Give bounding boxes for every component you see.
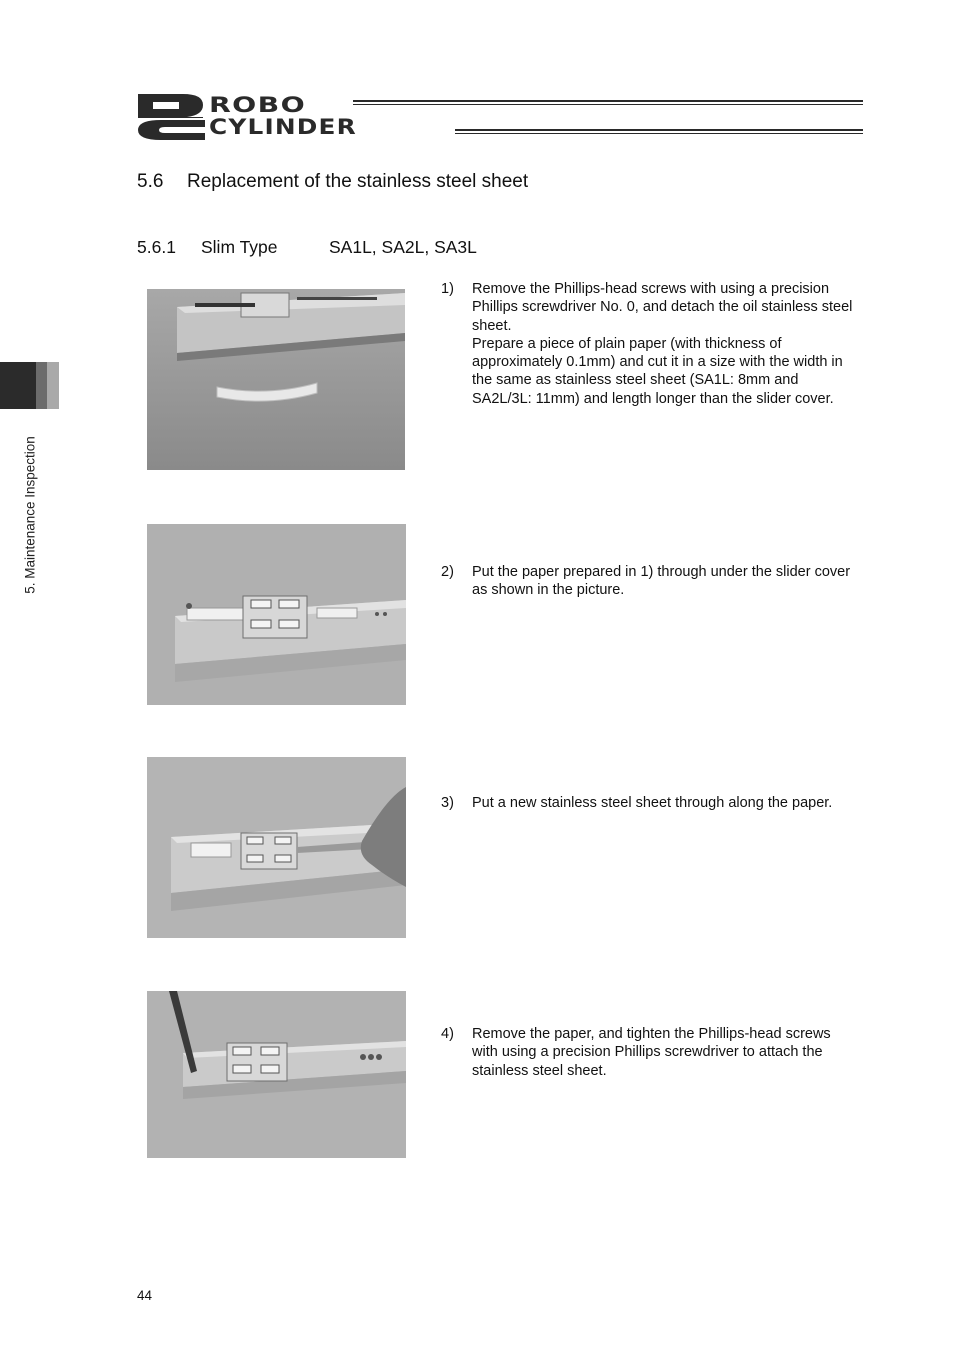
- section-title: Replacement of the stainless steel sheet: [187, 171, 529, 192]
- step-4-paragraph: Remove the paper, and tighten the Phillips-head screws with using a precision Phillips screwdriver to attach the stainless steel sheet.: [472, 1026, 831, 1079]
- step-number: 4): [441, 1026, 454, 1042]
- header-rule-bottom: [455, 129, 863, 131]
- step-4-photo: [147, 991, 406, 1158]
- step-1-paragraph: Prepare a piece of plain paper (with thickness of approximately 0.1mm) and cut it in a size with the width in the same as stainless steel sheet (SA1L: 8mm and SA2L/3L: 11mm) and length longer than the slider cover.: [472, 335, 843, 407]
- step-2-paragraph: Put the paper prepared in 1) through under the slider cover as shown in the picture.: [472, 564, 851, 599]
- step-number: 1): [441, 281, 454, 297]
- step-1-paragraph: Remove the Phillips-head screws with using a precision Phillips screwdriver No. 0, and detach the oil stainless steel sheet.: [472, 281, 853, 334]
- step-3-paragraph: Put a new stainless steel sheet through along the paper.: [472, 795, 833, 811]
- section-heading: [137, 171, 528, 193]
- chapter-side-label: 5. Maintenance Inspection: [22, 436, 38, 594]
- step-number: 2): [441, 564, 454, 580]
- robo-cylinder-logo: [137, 93, 863, 141]
- subsection-models: SA1L, SA2L, SA3L: [329, 237, 477, 257]
- section-number: 5.6: [137, 171, 164, 192]
- page-number: 44: [137, 1288, 153, 1303]
- header-rule-top: [353, 100, 863, 102]
- step-4: [441, 1025, 853, 1080]
- header-rule-bottom-thin: [455, 133, 863, 134]
- step-2: [441, 563, 853, 600]
- subsection-type: Slim Type: [201, 237, 278, 257]
- subsection-number: 5.6.1: [137, 237, 176, 257]
- logo-word-cylinder: CYLINDER: [209, 115, 357, 139]
- step-number: 3): [441, 795, 454, 811]
- step-1-photo: [147, 289, 405, 470]
- logo-word-robo: ROBO: [209, 93, 307, 117]
- rc-mark-icon: [137, 93, 209, 141]
- step-3: [441, 794, 853, 812]
- chapter-tab: [0, 362, 59, 409]
- step-3-photo: [147, 757, 406, 938]
- step-2-photo: [147, 524, 406, 705]
- step-1: [441, 280, 853, 408]
- subsection-heading: [137, 237, 477, 258]
- header-rule-top-thin: [353, 104, 863, 105]
